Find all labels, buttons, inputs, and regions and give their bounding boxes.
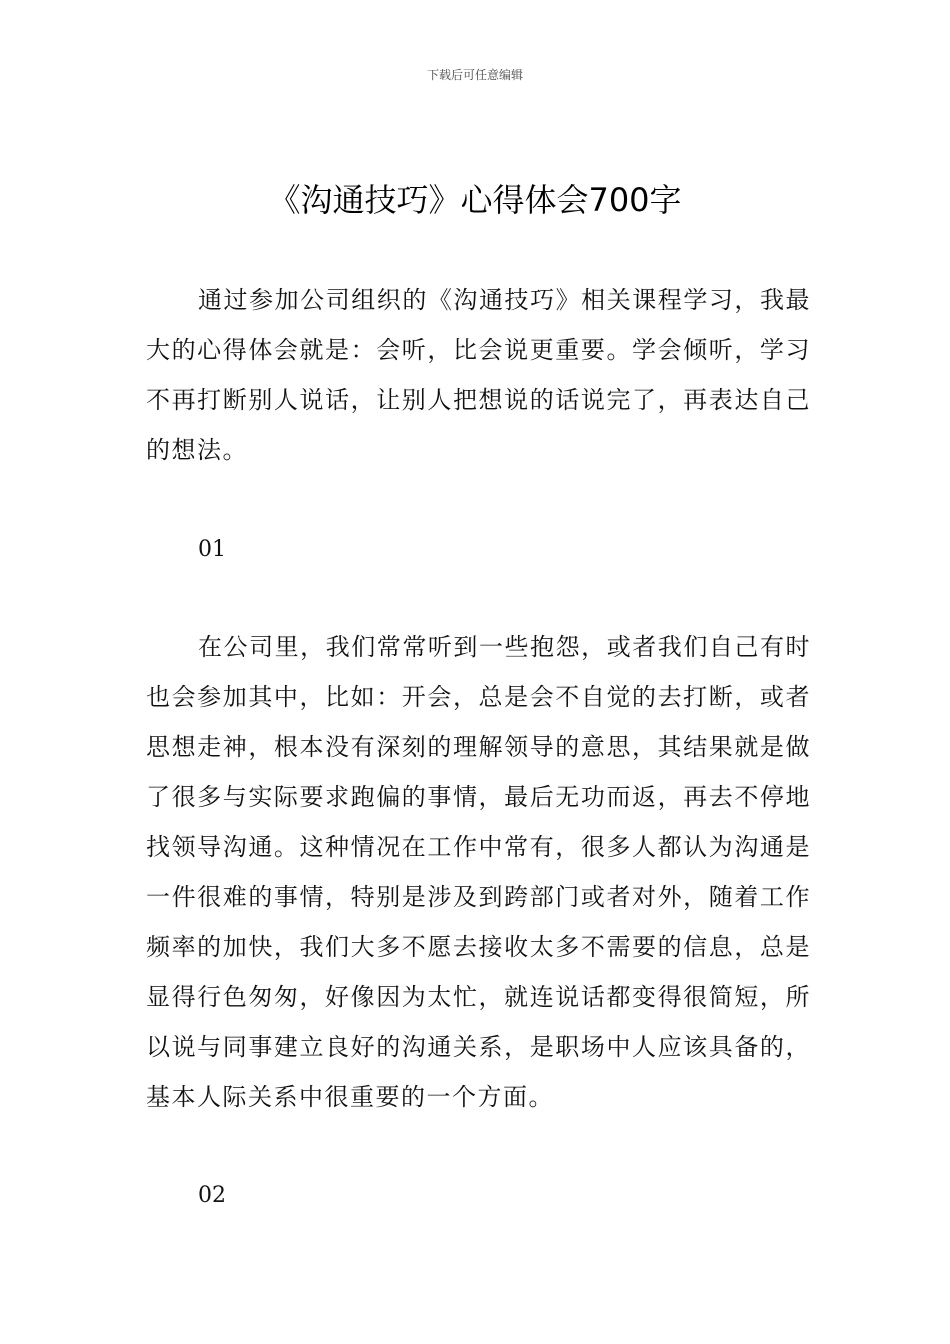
- header-note: 下载后可任意编辑: [426, 68, 523, 82]
- document-title: 《沟通技巧》心得体会700字: [268, 181, 682, 219]
- section-number: 02: [198, 1183, 226, 1208]
- intro-paragraph: 通过参加公司组织的《沟通技巧》相关课程学习，我最大的心得体会就是：会听，比会说更重要。学会倾听，学习不再打断别人说话，让别人把想说的话说完了，再表达自己的想法。: [146, 286, 811, 464]
- body-paragraph: 在公司里，我们常常听到一些抱怨，或者我们自己有时也会参加其中，比如：开会，总是会不自觉的去打断，或者思想走神，根本没有深刻的理解领导的意思，其结果就是做了很多与实际要求跑偏的事情，最后无功而返，再去不停地找领导沟通。这种情况在工作中常有，很多人都认为沟通是一件很难的事情，特别是涉及到跨部门或者对外，随着工作频率的加快，我们大多不愿去接收太多不需要的信息，总是显得行色匆匆，好像因为太忙，就连说话都变得很简短，所以说与同事建立良好的沟通关系，是职场中人应该具备的，基本人际关系中很重要的一个方面。: [146, 633, 811, 1111]
- section-number: 01: [198, 537, 226, 562]
